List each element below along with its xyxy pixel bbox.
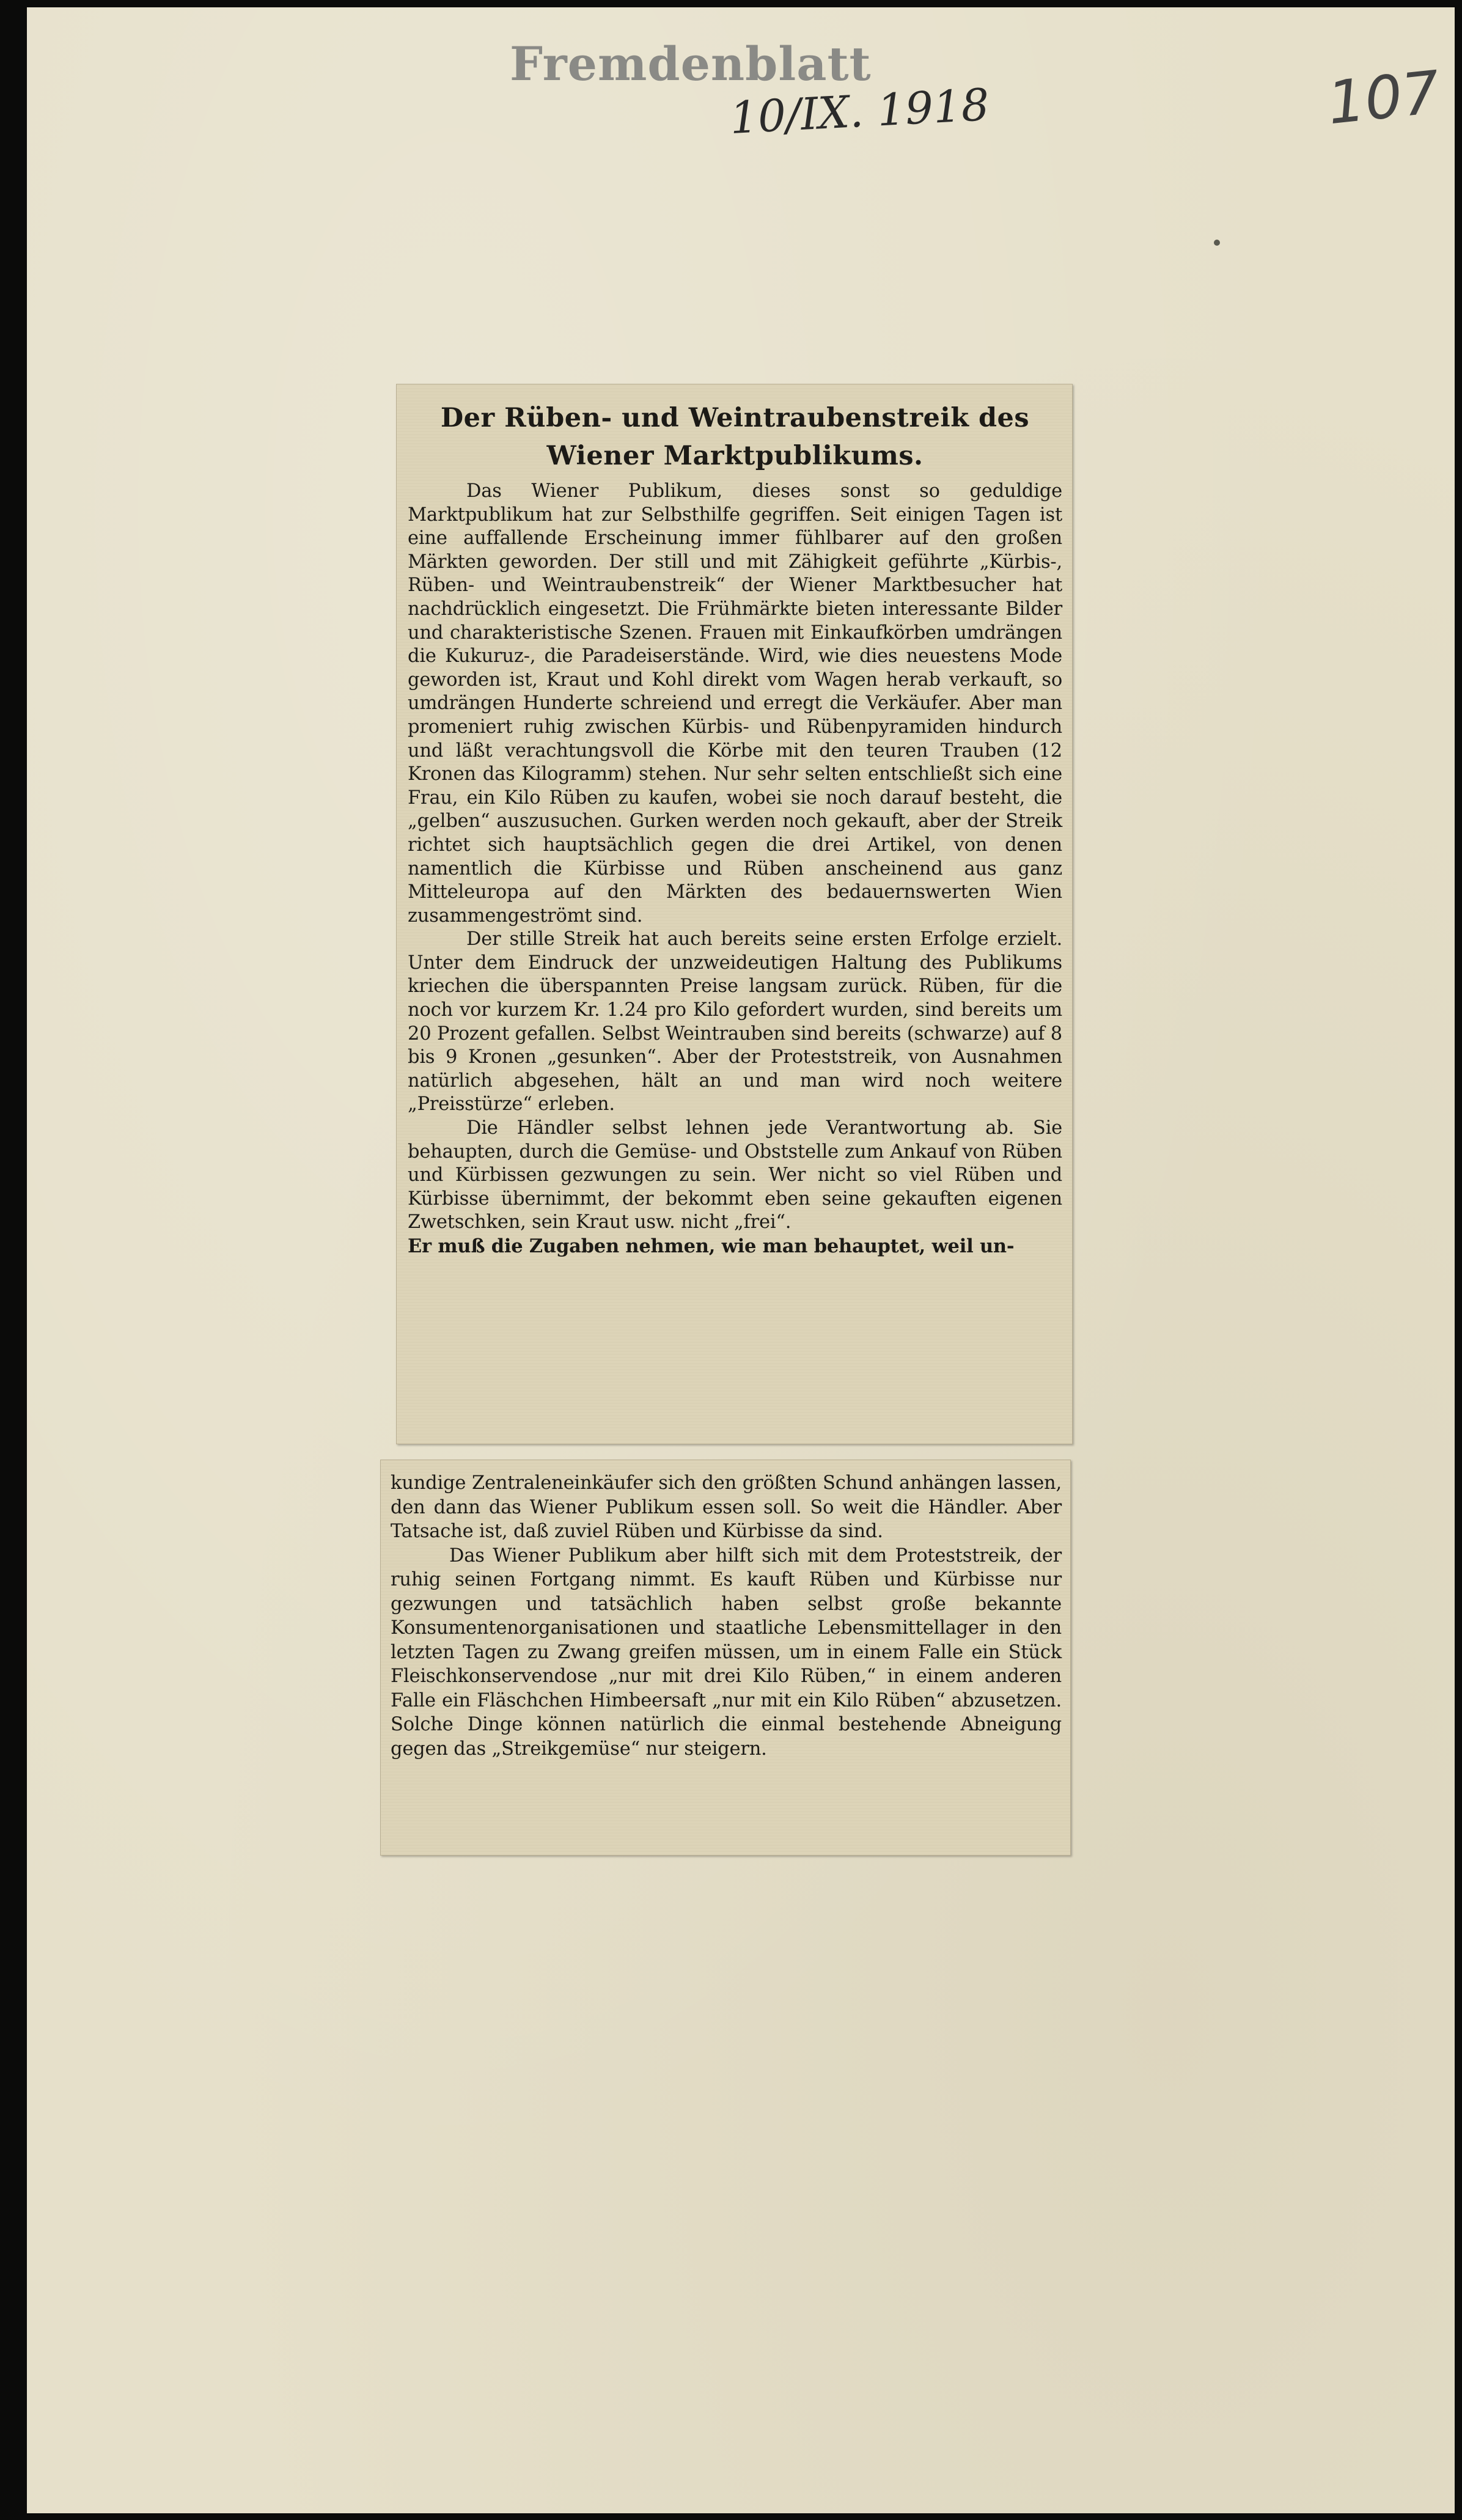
article-paragraph: Das Wiener Publikum, dieses sonst so geduldige Marktpublikum hat zur Selbsthilfe gegriffen. Seit einigen Tagen ist eine auffallende Erscheinung immer fühlbarer auf den großen Märkten geworden. Der still und mit Zähigkeit geführte „Kürbis-, Rüben- und Weintraubenstreik“ der Wiener Marktbesucher hat nachdrücklich eingesetzt. Die Frühmärkte bieten interessante Bilder und charakteristische Szenen. Frauen mit Einkaufkörben umdrängen die Kukuruz-, die Paradeiserstände. Wird, wie dies neuestens Mode geworden ist, Kraut und Kohl direkt vom Wagen herab verkauft, so umdrängen Hunderte schreiend und erregt die Verkäufer. Aber man promeniert ruhig zwischen Kürbis- und Rübenpyramiden hindurch und läßt verachtungsvoll die Körbe mit den teuren Trauben (12 Kronen das Kilogramm) stehen. Nur sehr selten entschließt sich eine Frau, ein Kilo Rüben zu kaufen, wobei sie noch darauf besteht, die „gelben“ auszusuchen. Gurken werden noch gekauft, aber der Streik richtet sich hauptsächlich gegen die drei Artikel, von denen namentlich die Kürbisse und Rüben anscheinend aus ganz Mitteleuropa auf den Märkten des bedauernswerten Wien zusammengeströmt sind. (408, 480, 1062, 927)
article-paragraph: Der stille Streik hat auch bereits seine ersten Erfolge erzielt. Unter dem Eindruck der unzweideutigen Haltung des Publikums kriechen die überspannten Preise langsam zurück. Rüben, für die noch vor kurzem Kr. 1.24 pro Kilo gefordert wurden, sind bereits um 20 Prozent gefallen. Selbst Weintrauben sind bereits (schwarze) auf 8 bis 9 Kronen „gesunken“. Aber der Proteststreik, von Ausnahmen natürlich abgesehen, hält an und man wird noch weitere „Preisstürze“ erleben. (408, 928, 1062, 1115)
headline-line-2: Wiener Marktpublikums. (546, 441, 924, 471)
clipping-part-2 (380, 1460, 1071, 1856)
handwritten-page-number: 107 (1324, 57, 1443, 138)
newspaper-stamp: Fremdenblatt (510, 37, 872, 91)
handwritten-date: 10/IX. 1918 (729, 78, 991, 144)
article-paragraph: Die Händler selbst lehnen jede Verantwortung ab. Sie behaupten, durch die Gemüse- und Obststelle zum Ankauf von Rüben und Kürbissen gezwungen zu sein. Wer nicht so viel Rüben und Kürbisse übernimmt, der bekommt eben seine gekauften eigenen Zwetschken, sein Kraut usw. nicht „frei“. (408, 1117, 1062, 1233)
headline-line-1: Der Rüben- und Weintraubenstreik des (440, 403, 1030, 433)
paper-speck (1214, 240, 1220, 246)
article-continuation-paragraph: Das Wiener Publikum aber hilft sich mit dem Proteststreik, der ruhig seinen Fortgang nimmt. Es kauft Rüben und Kürbisse nur gezwungen und tatsächlich haben selbst große bekannte Konsumentenorganisationen und staatliche Lebensmittellager in den letzten Tagen zu Zwang greifen müssen, um in einem Falle ein Stück Fleischkonservendose „nur mit drei Kilo Rüben,“ in einem anderen Falle ein Fläschchen Himbeersaft „nur mit ein Kilo Rüben“ abzusetzen. Solche Dinge können natürlich die einmal bestehende Abneigung gegen das „Streikgemüse“ nur steigern. (391, 1545, 1062, 1760)
clipping-part-1 (396, 384, 1073, 1444)
article-headline (408, 399, 1062, 475)
article-bold-line: Er muß die Zugaben nehmen, wie man behauptet, weil un- (408, 1235, 1015, 1257)
article-continuation-paragraph: kundige Zentraleneinkäufer sich den größten Schund anhängen lassen, den dann das Wiener Publikum essen soll. So weit die Händler. Aber Tatsache ist, daß zuviel Rüben und Kürbisse da sind. (391, 1472, 1062, 1542)
